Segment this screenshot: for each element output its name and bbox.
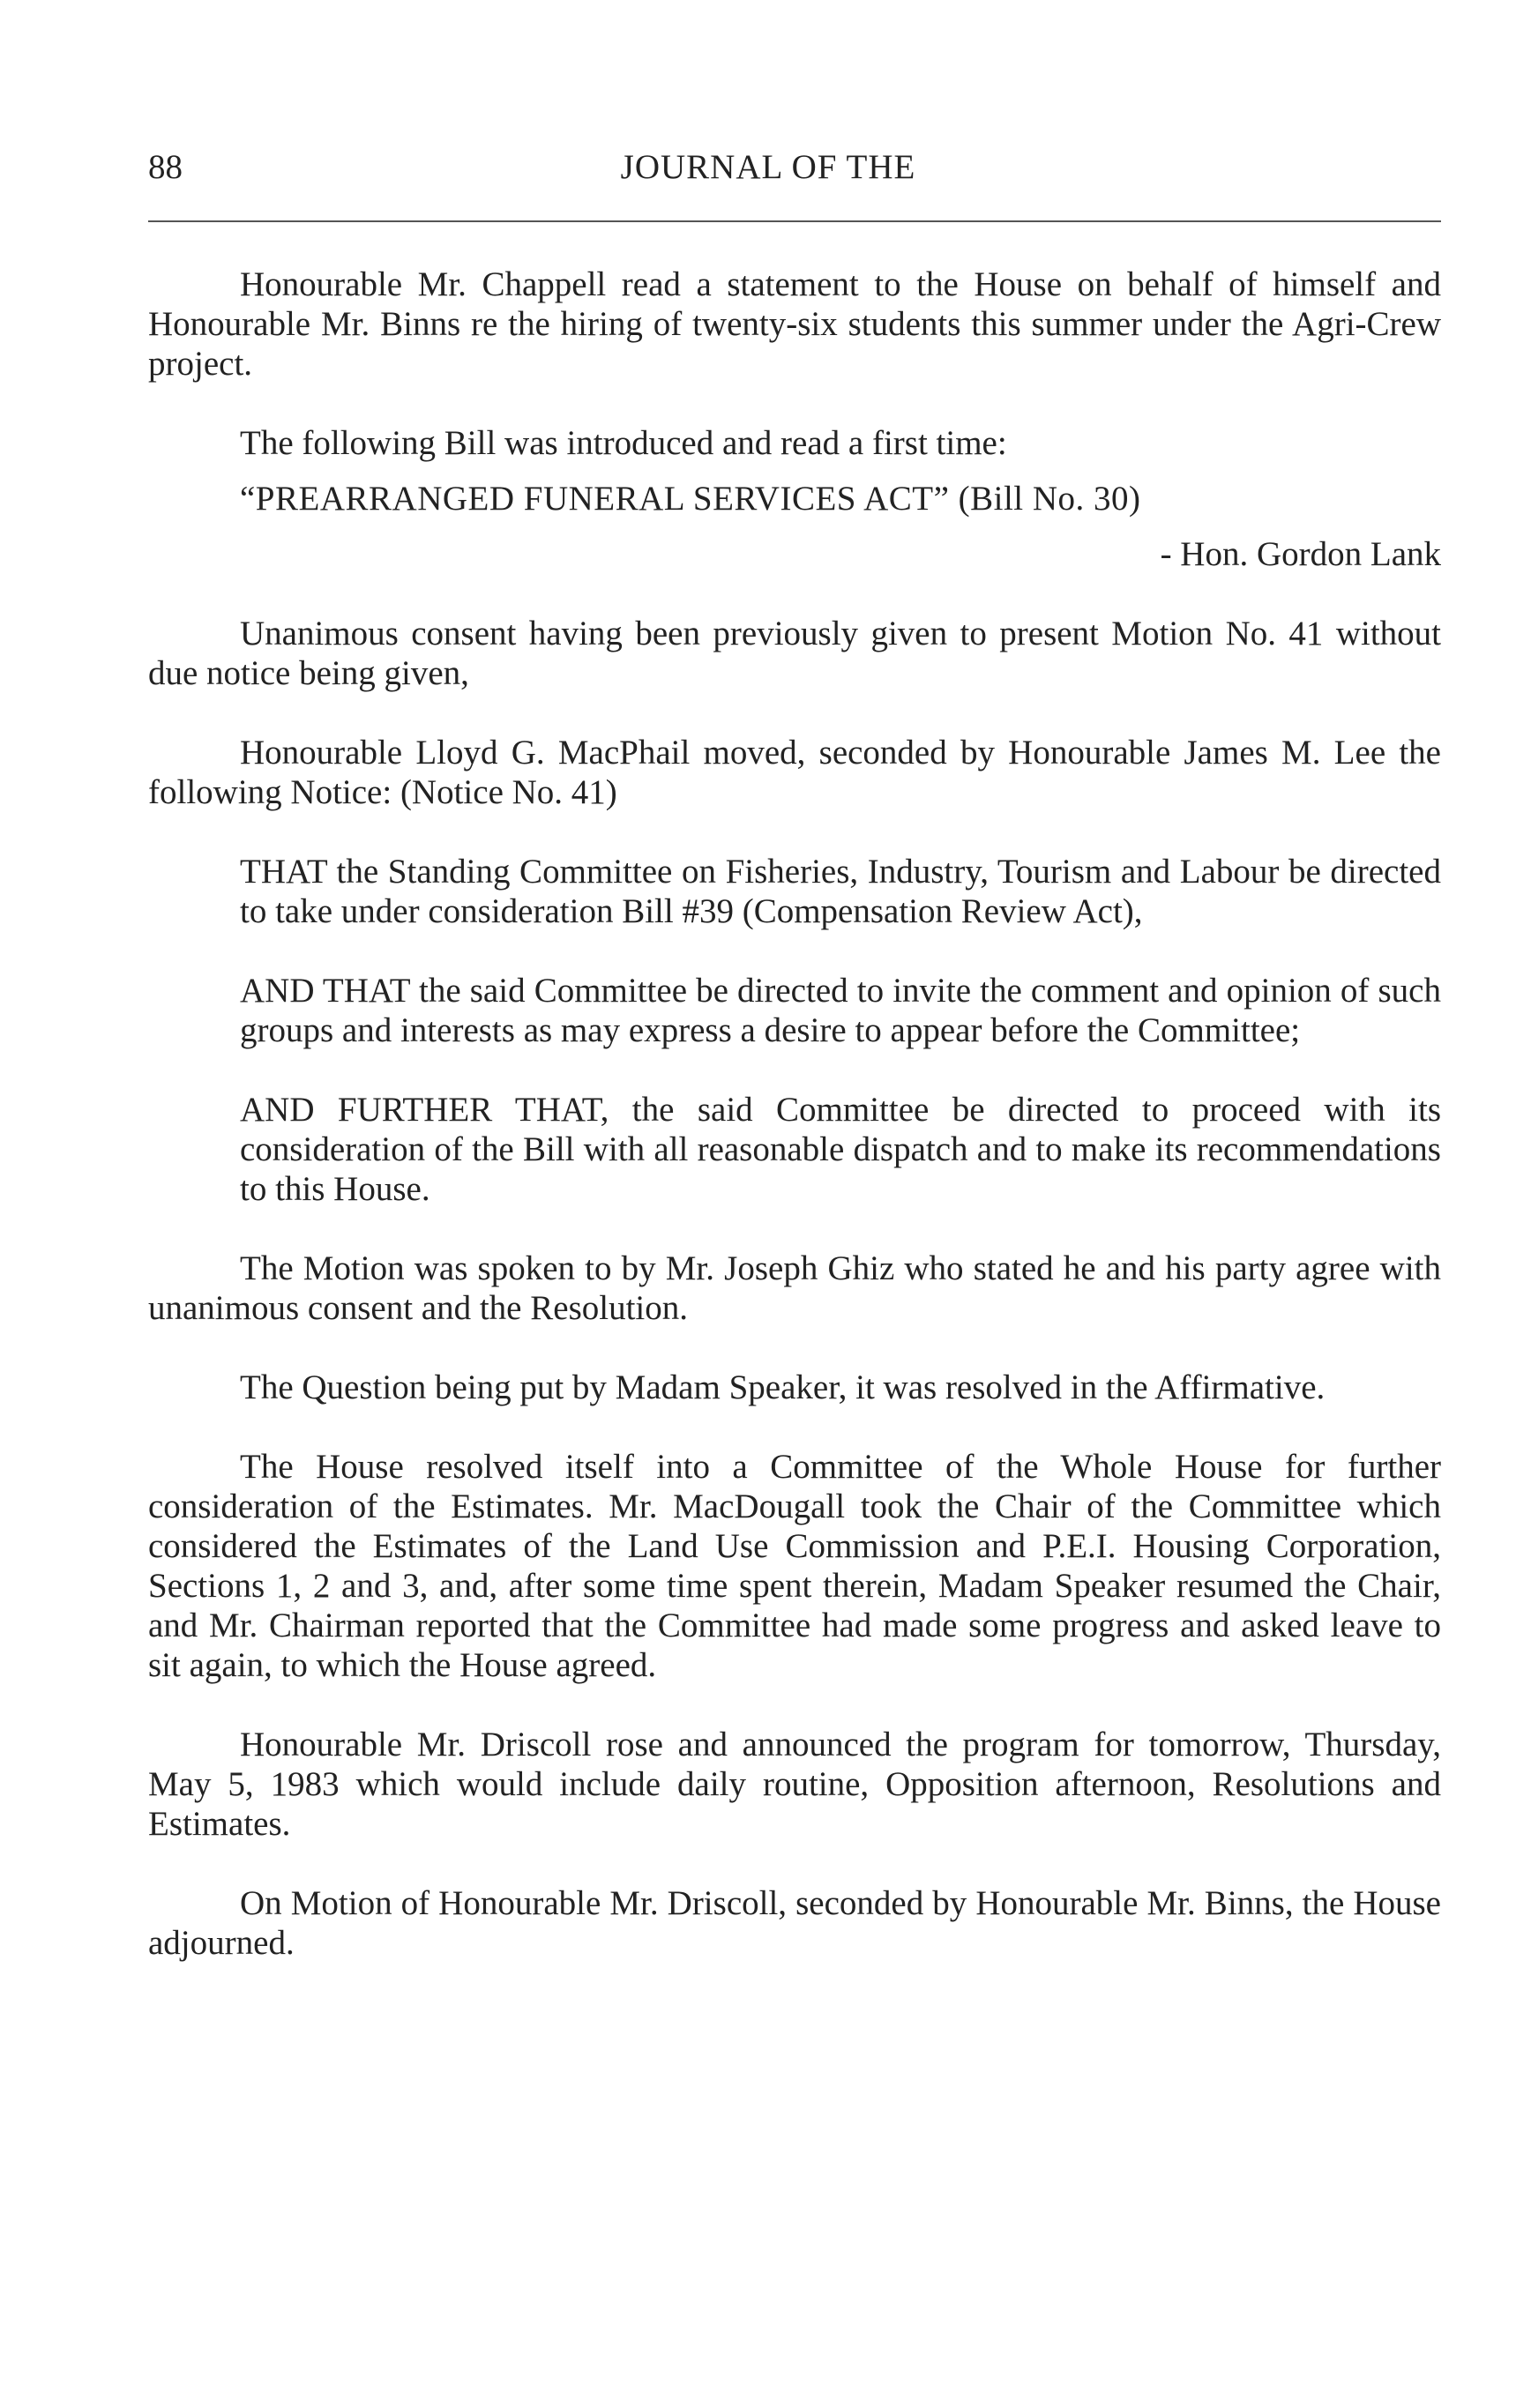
paragraph-committee: The House resolved itself into a Committee of the Whole House for further consideration of the Estimates. Mr. MacDougall took the Chair of the Committee which considered the Estimates of the Land Use Commission and P.E.I. Housing Corporation, Sections 1, 2 and 3, and, after some time spent therein, Madam Speaker resumed the Chair, and Mr. Chairman reported that the Committee had made some progress and asked leave to sit again, to which the House agreed.	[148, 1448, 1441, 1684]
motion-clause-2: AND THAT the said Committee be directed to invite the comment and opinion of such groups and interests as may express a desire to appear before the Committee;	[240, 972, 1441, 1049]
paragraph-statement: Honourable Mr. Chappell read a statement to the House on behalf of himself and Honourable Mr. Binns re the hiring of twenty-six students this summer under the Agri-Crew project.	[148, 265, 1441, 383]
page-header	[148, 145, 1441, 190]
bill-title: “PREARRANGED FUNERAL SERVICES ACT” (Bill No. 30)	[240, 480, 1141, 518]
bill-sponsor: - Hon. Gordon Lank	[1160, 535, 1441, 573]
paragraph-bill-intro: The following Bill was introduced and read a first time:	[240, 424, 1007, 462]
running-head: JOURNAL OF THE	[620, 148, 916, 186]
motion-clause-3: AND FURTHER THAT, the said Committee be directed to proceed with its consideration of the Bill with all reasonable dispatch and to make its recommendations to this House.	[240, 1091, 1441, 1208]
paragraph-adjourned: On Motion of Honourable Mr. Driscoll, seconded by Honourable Mr. Binns, the House adjourned.	[148, 1884, 1441, 1962]
header-rule	[148, 220, 1441, 222]
paragraph-program: Honourable Mr. Driscoll rose and announced the program for tomorrow, Thursday, May 5, 1983 which would include daily routine, Opposition afternoon, Resolutions and Estimates.	[148, 1726, 1441, 1843]
paragraph-motion-spoken: The Motion was spoken to by Mr. Joseph Ghiz who stated he and his party agree with unanimous consent and the Resolution.	[148, 1249, 1441, 1327]
journal-body	[148, 265, 1441, 2002]
paragraph-motion-moved: Honourable Lloyd G. MacPhail moved, seconded by Honourable James M. Lee the following Notice: (Notice No. 41)	[148, 734, 1441, 811]
page-number: 88	[148, 148, 183, 186]
motion-clause-1: THAT the Standing Committee on Fisheries, Industry, Tourism and Labour be directed to take under consideration Bill #39 (Compensation Review Act),	[240, 853, 1441, 930]
paragraph-question: The Question being put by Madam Speaker, it was resolved in the Affirmative.	[240, 1368, 1326, 1406]
paragraph-consent: Unanimous consent having been previously given to present Motion No. 41 without due notice being given,	[148, 615, 1441, 692]
